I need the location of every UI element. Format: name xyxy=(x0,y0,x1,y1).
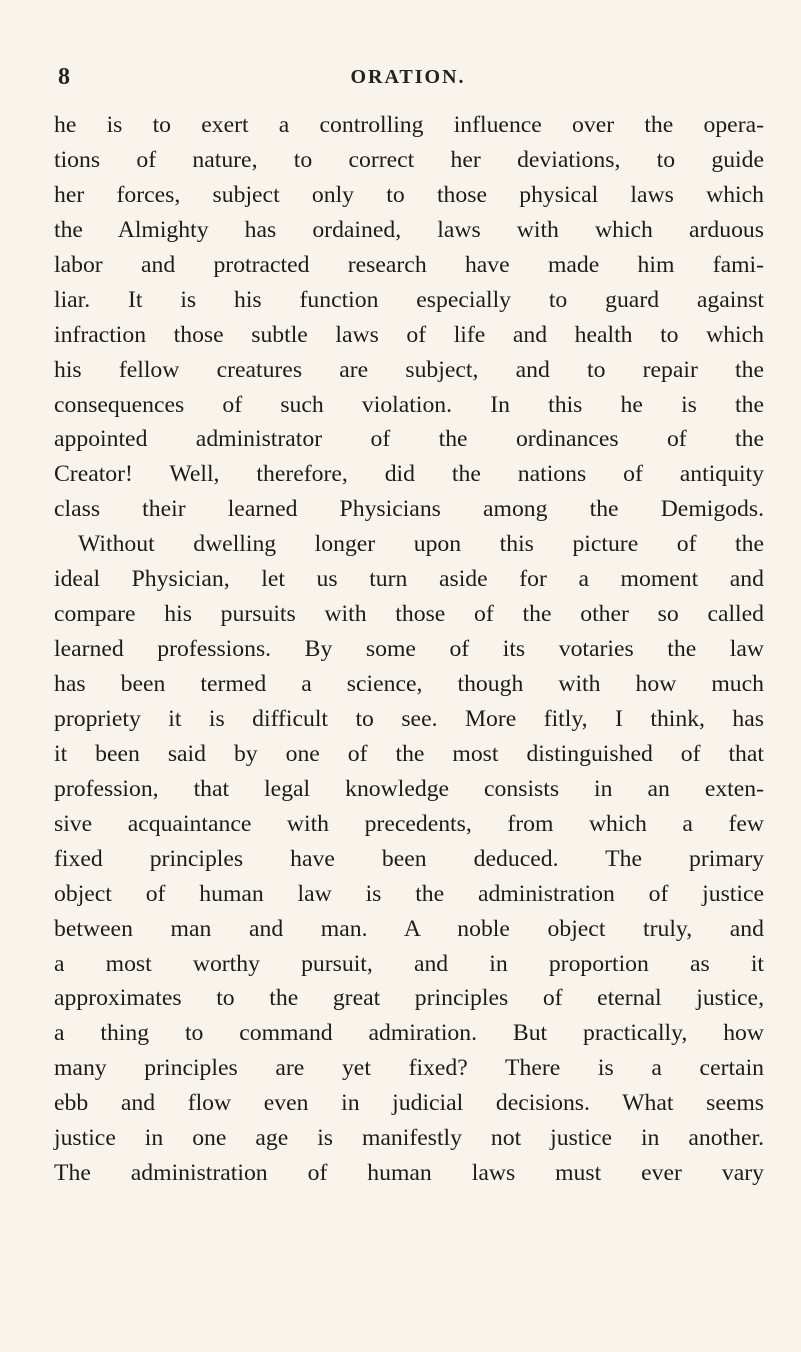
text-line: the Almighty has ordained, laws with which arduous xyxy=(54,216,764,243)
paragraph-first-line: Without dwelling longer upon this picture of the xyxy=(78,531,764,558)
text-line: consequences of such violation. In this he is the xyxy=(54,391,764,418)
text-line: learned professions. By some of its votaries the law xyxy=(54,636,764,663)
text-line: infraction those subtle laws of life and health to which xyxy=(54,321,764,348)
text-line: The administration of human laws must ever vary xyxy=(54,1160,764,1187)
text-line: appointed administrator of the ordinances of the xyxy=(54,426,764,453)
body-text xyxy=(54,108,764,1191)
text-line: justice in one age is manifestly not justice in another. xyxy=(54,1125,764,1152)
text-line: profession, that legal knowledge consists in an exten- xyxy=(54,775,764,802)
text-line: a thing to command admiration. But practically, how xyxy=(54,1020,764,1047)
text-line: his fellow creatures are subject, and to repair the xyxy=(54,356,764,383)
text-line: propriety it is difficult to see. More fitly, I think, has xyxy=(54,705,764,732)
text-line: many principles are yet fixed? There is a certain xyxy=(54,1055,764,1082)
text-line: liar. It is his function especially to guard against xyxy=(54,286,764,313)
text-line: approximates to the great principles of eternal justice, xyxy=(54,985,764,1012)
text-line: he is to exert a controlling influence over the opera- xyxy=(54,112,764,138)
text-line: tions of nature, to correct her deviations, to guide xyxy=(54,146,764,173)
text-line: sive acquaintance with precedents, from which a few xyxy=(54,810,764,837)
text-line: it been said by one of the most distinguished of that xyxy=(54,740,764,767)
text-line: ideal Physician, let us turn aside for a moment and xyxy=(54,566,764,593)
text-line: a most worthy pursuit, and in proportion as it xyxy=(54,950,764,977)
text-line: compare his pursuits with those of the other so called xyxy=(54,601,764,628)
running-title: ORATION. xyxy=(350,66,466,88)
text-line: object of human law is the administration of justice xyxy=(54,880,764,907)
text-line: fixed principles have been deduced. The primary xyxy=(54,845,764,872)
running-head xyxy=(58,64,758,94)
text-line: has been termed a science, though with how much xyxy=(54,671,764,697)
text-line: between man and man. A noble object truly, and xyxy=(54,915,764,942)
text-line: Creator! Well, therefore, did the nations of antiquity xyxy=(54,461,764,488)
text-line: her forces, subject only to those physical laws which xyxy=(54,181,764,208)
text-line: ebb and flow even in judicial decisions. What seems xyxy=(54,1090,764,1117)
text-line: class their learned Physicians among the Demigods. xyxy=(54,496,764,523)
page-number: 8 xyxy=(58,64,70,90)
text-line: labor and protracted research have made him fami- xyxy=(54,251,764,278)
